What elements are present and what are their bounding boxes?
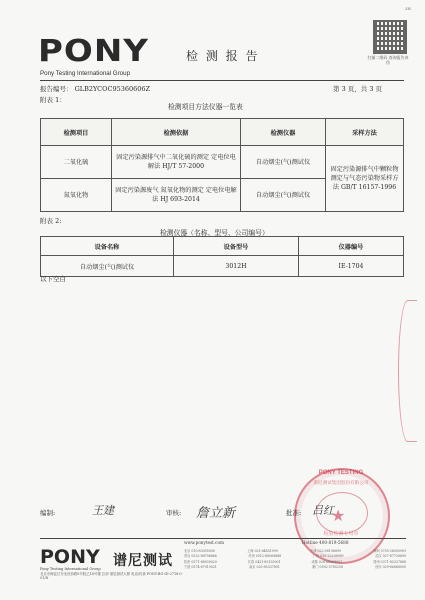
table-cell: 二氧化硫: [41, 146, 112, 179]
office-contact: 苏州 0512-68069888: [248, 554, 282, 559]
footer-hotline: Hotline 400-819-5688: [302, 540, 349, 545]
footer-english-name: Pony Testing International Group: [40, 567, 101, 571]
table-2-header: 仪器编号: [299, 237, 404, 256]
office-contact: 上海 021-64851999: [247, 549, 278, 553]
footer-divider: [40, 538, 406, 539]
corner-code: 3N: [405, 6, 412, 11]
office-contact: 长春 0431-85135001: [247, 559, 281, 564]
qr-caption: 扫描二维码 查询报告真伪: [367, 55, 409, 65]
office-contact: 南京 025-85337891: [249, 565, 280, 570]
method-instrument-table: [40, 118, 404, 212]
table-cell: 氮氧化物: [41, 179, 112, 212]
office-contact: 厦门 0592-5785258: [312, 565, 343, 570]
office-contact: 成都 028-86668001: [311, 559, 343, 564]
table-cell: 固定污染源排气中二氧化硫的测定 定电位电解法 HJ/T 57-2000: [112, 146, 241, 179]
table-1-title: 检测项目方法仪器一览表: [168, 103, 243, 111]
office-contact: 宁波 0574-87919021: [184, 565, 217, 570]
approver-signature: 吕红: [312, 504, 334, 517]
reviewer-signature: 詹立新: [196, 506, 236, 521]
attachment-1-label: 附表 1：: [40, 96, 66, 104]
seal-star-icon: ★: [331, 506, 346, 525]
table-1-header: 采样方法: [326, 119, 404, 146]
office-contact: 北京 010-83055000: [184, 549, 215, 553]
office-contact: 青岛 0532-88706866: [184, 554, 217, 559]
office-contact: 杭州 0571-88930020: [184, 559, 217, 564]
approver-label: 批准:: [286, 509, 302, 517]
seal-top-text: PONY TESTING: [318, 470, 364, 476]
table-1-header: 检测仪器: [241, 119, 326, 146]
office-contact: 深圳 0755-26050909: [373, 549, 406, 553]
blank-below-note: 以下空白: [40, 275, 66, 283]
table-cell: 固定污染源排气中颗粒物测定与气态污染物采样方法 GB/T 16157-1996: [326, 146, 404, 212]
office-contact: 武汉 027-87739899: [375, 554, 406, 559]
page-number: 第 3 页，共 3 页: [333, 85, 383, 93]
footer-website: www.ponytest.com: [184, 540, 225, 545]
instrument-table: [40, 236, 404, 277]
editor-label: 编制:: [40, 509, 56, 517]
footer-address: 北京市海淀区东北旺西路8号院乙18号楼 总部 谱尼测试大厦 电话/传真 PONY-BG-ID-2718-0-01/N: [40, 572, 183, 581]
perforation-seal: [398, 300, 417, 442]
table-2-title: 检测仪器（名称、型号、公司编号）: [160, 229, 269, 237]
table-row: [41, 256, 404, 277]
table-1-header: 检测依据: [112, 119, 241, 146]
table-cell: 固定污染源废气 氮氧化物的测定 定电位电解法 HJ 693-2014: [112, 179, 241, 212]
table-cell: 自动烟尘(气)测试仪: [41, 256, 174, 277]
header-divider: [40, 80, 404, 81]
seal-inner-text: 谱尼测试集团股份有限公司: [313, 480, 369, 485]
qr-code-icon: [373, 20, 407, 54]
footer-logo: PONY: [40, 546, 100, 568]
office-contact: 郑州 0371-85337888: [373, 559, 406, 564]
office-contact: 广州 020-22208989: [312, 554, 344, 559]
table-cell: 自动烟尘(气)测试仪: [241, 179, 326, 212]
seal-bottom-text: 检验检测专用章: [323, 531, 359, 537]
attachment-2-label: 附表 2:: [40, 217, 62, 225]
report-title: 检 测 报 告: [186, 49, 260, 63]
table-cell: IE-1704: [299, 256, 404, 277]
table-1-header: 检测项目: [41, 119, 112, 146]
footer-company-name: 谱尼测试: [113, 553, 173, 569]
table-cell: 3012H: [174, 256, 299, 277]
footer-office-grid: [184, 549, 406, 571]
pony-logo: PONY: [38, 33, 149, 69]
logo-subtitle: Pony Testing International Group: [40, 70, 131, 77]
reviewer-label: 审核:: [166, 509, 182, 517]
report-number-value: GLB2YCOC95360606Z: [74, 85, 151, 93]
table-2-header: 设备型号: [174, 237, 299, 256]
report-number-label: 报告编号：: [40, 85, 73, 93]
office-contact: 西安 029-86668000: [375, 565, 406, 570]
editor-signature: 王建: [92, 504, 114, 517]
table-2-header: 设备名称: [41, 237, 174, 256]
report-number: [40, 84, 150, 93]
office-contact: 天津 022-58196899: [310, 549, 341, 553]
table-row: [41, 146, 404, 179]
footer-office-row: [184, 565, 406, 570]
table-cell: 自动烟尘(气)测试仪: [241, 146, 326, 179]
